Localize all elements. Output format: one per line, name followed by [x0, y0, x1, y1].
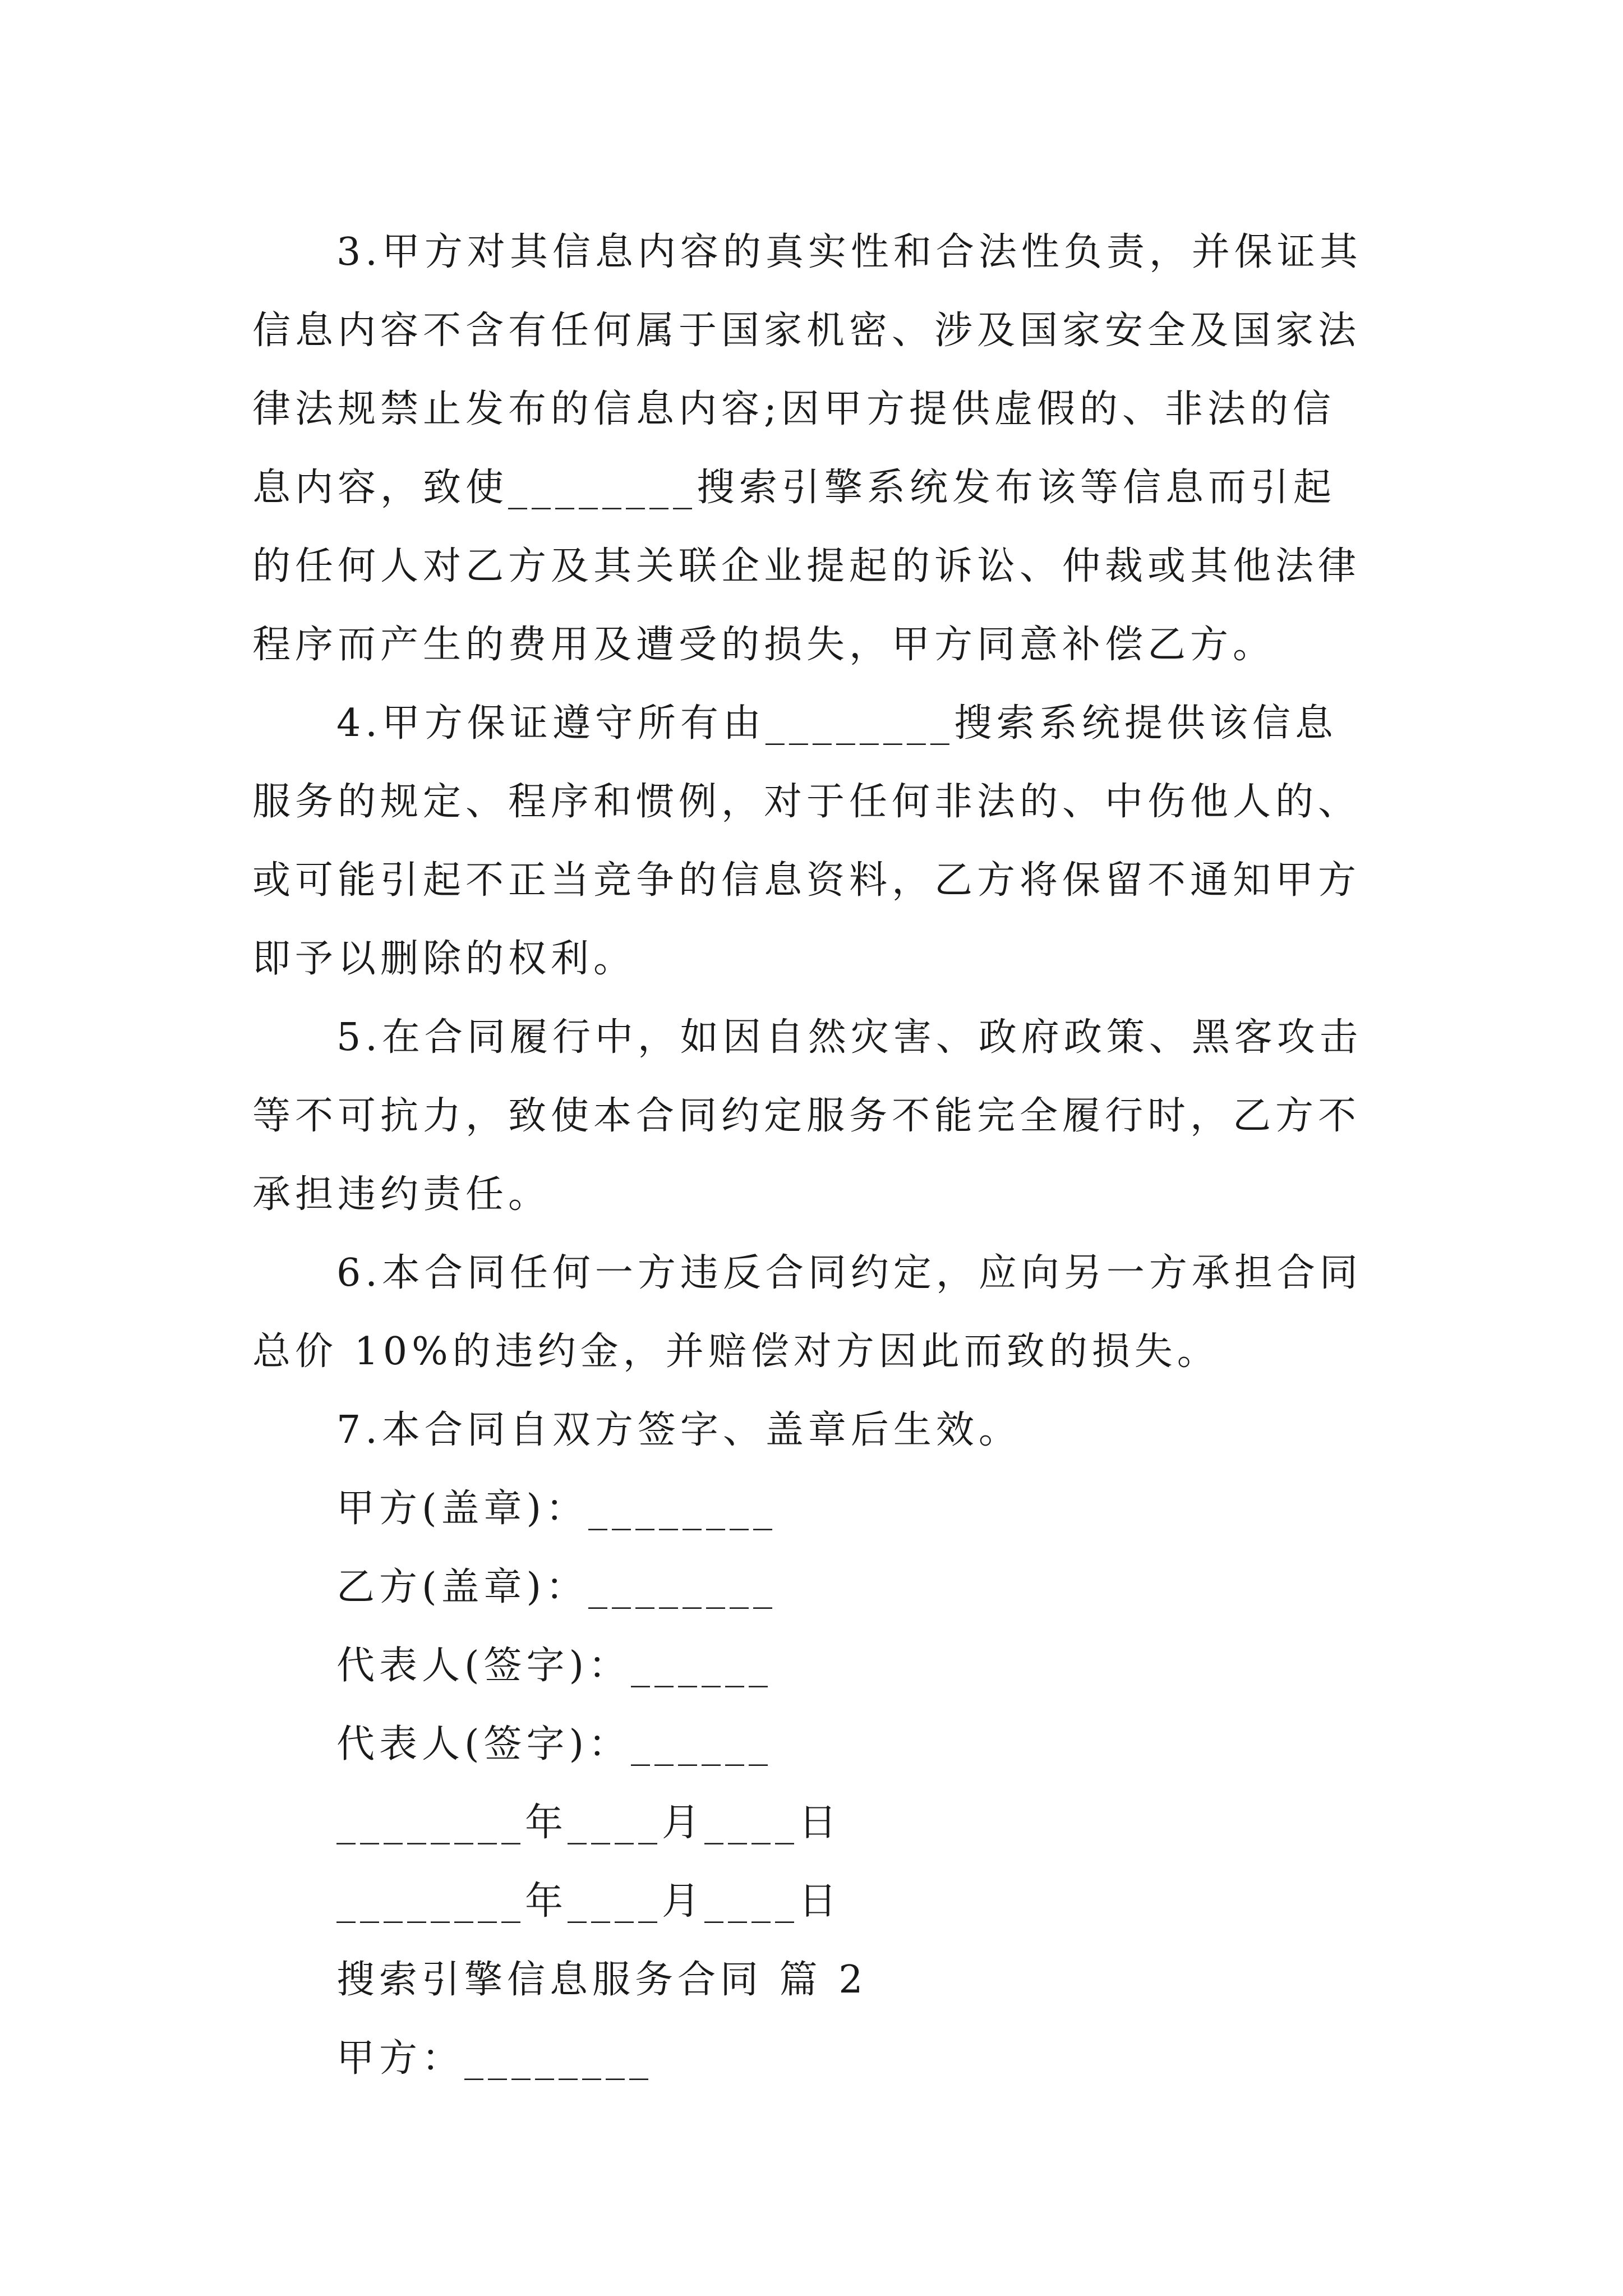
clause-3-line-2: 信息内容不含有任何属于国家机密、涉及国家安全及国家法 [252, 309, 1361, 353]
clause-3-line-5: 的任何人对乙方及其关联企业提起的诉讼、仲裁或其他法律 [252, 544, 1361, 588]
clause-3-line-6: 程序而产生的费用及遭受的损失，甲方同意补偿乙方。 [252, 623, 1276, 667]
clause-4-line-2: 服务的规定、程序和惯例，对于任何非法的、中伤他人的、 [252, 780, 1361, 824]
party-a-line: 甲方：________ [336, 2036, 653, 2081]
clause-4-line-4: 即予以删除的权利。 [252, 937, 637, 981]
clause-3-line-4: 息内容，致使________搜索引擎系统发布该等信息而引起 [252, 466, 1336, 510]
clause-4-line-1: 4.甲方保证遵守所有由________搜索系统提供该信息 [336, 701, 1338, 746]
party-b-seal-line: 乙方(盖章)：________ [336, 1565, 777, 1609]
clause-3-line-1: 3.甲方对其信息内容的真实性和合法性负责，并保证其 [336, 230, 1362, 274]
clause-4-line-3: 或可能引起不正当竞争的信息资料，乙方将保留不通知甲方 [252, 858, 1361, 903]
party-a-seal-line: 甲方(盖章)：________ [336, 1487, 777, 1531]
representative-signature-line-1: 代表人(签字)：______ [336, 1644, 773, 1688]
clause-7-line: 7.本合同自双方签字、盖章后生效。 [336, 1408, 1021, 1452]
clause-5-line-1: 5.在合同履行中，如因自然灾害、政府政策、黑客攻击 [336, 1015, 1362, 1060]
clause-3-line-3: 律法规禁止发布的信息内容;因甲方提供虚假的、非法的信 [252, 387, 1335, 431]
contract-section-title: 搜索引擎信息服务合同 篇 2 [336, 1958, 868, 2002]
clause-5-line-2: 等不可抗力，致使本合同约定服务不能完全履行时，乙方不 [252, 1094, 1361, 1138]
clause-5-line-3: 承担违约责任。 [252, 1172, 551, 1217]
date-line-2: ________年____月____日 [336, 1879, 842, 1924]
clause-6-line-1: 6.本合同任何一方违反合同约定，应向另一方承担合同 [336, 1251, 1362, 1295]
date-line-1: ________年____月____日 [336, 1801, 842, 1845]
clause-6-line-2: 总价 10%的违约金，并赔偿对方因此而致的损失。 [252, 1329, 1220, 1374]
representative-signature-line-2: 代表人(签字)：______ [336, 1722, 773, 1766]
